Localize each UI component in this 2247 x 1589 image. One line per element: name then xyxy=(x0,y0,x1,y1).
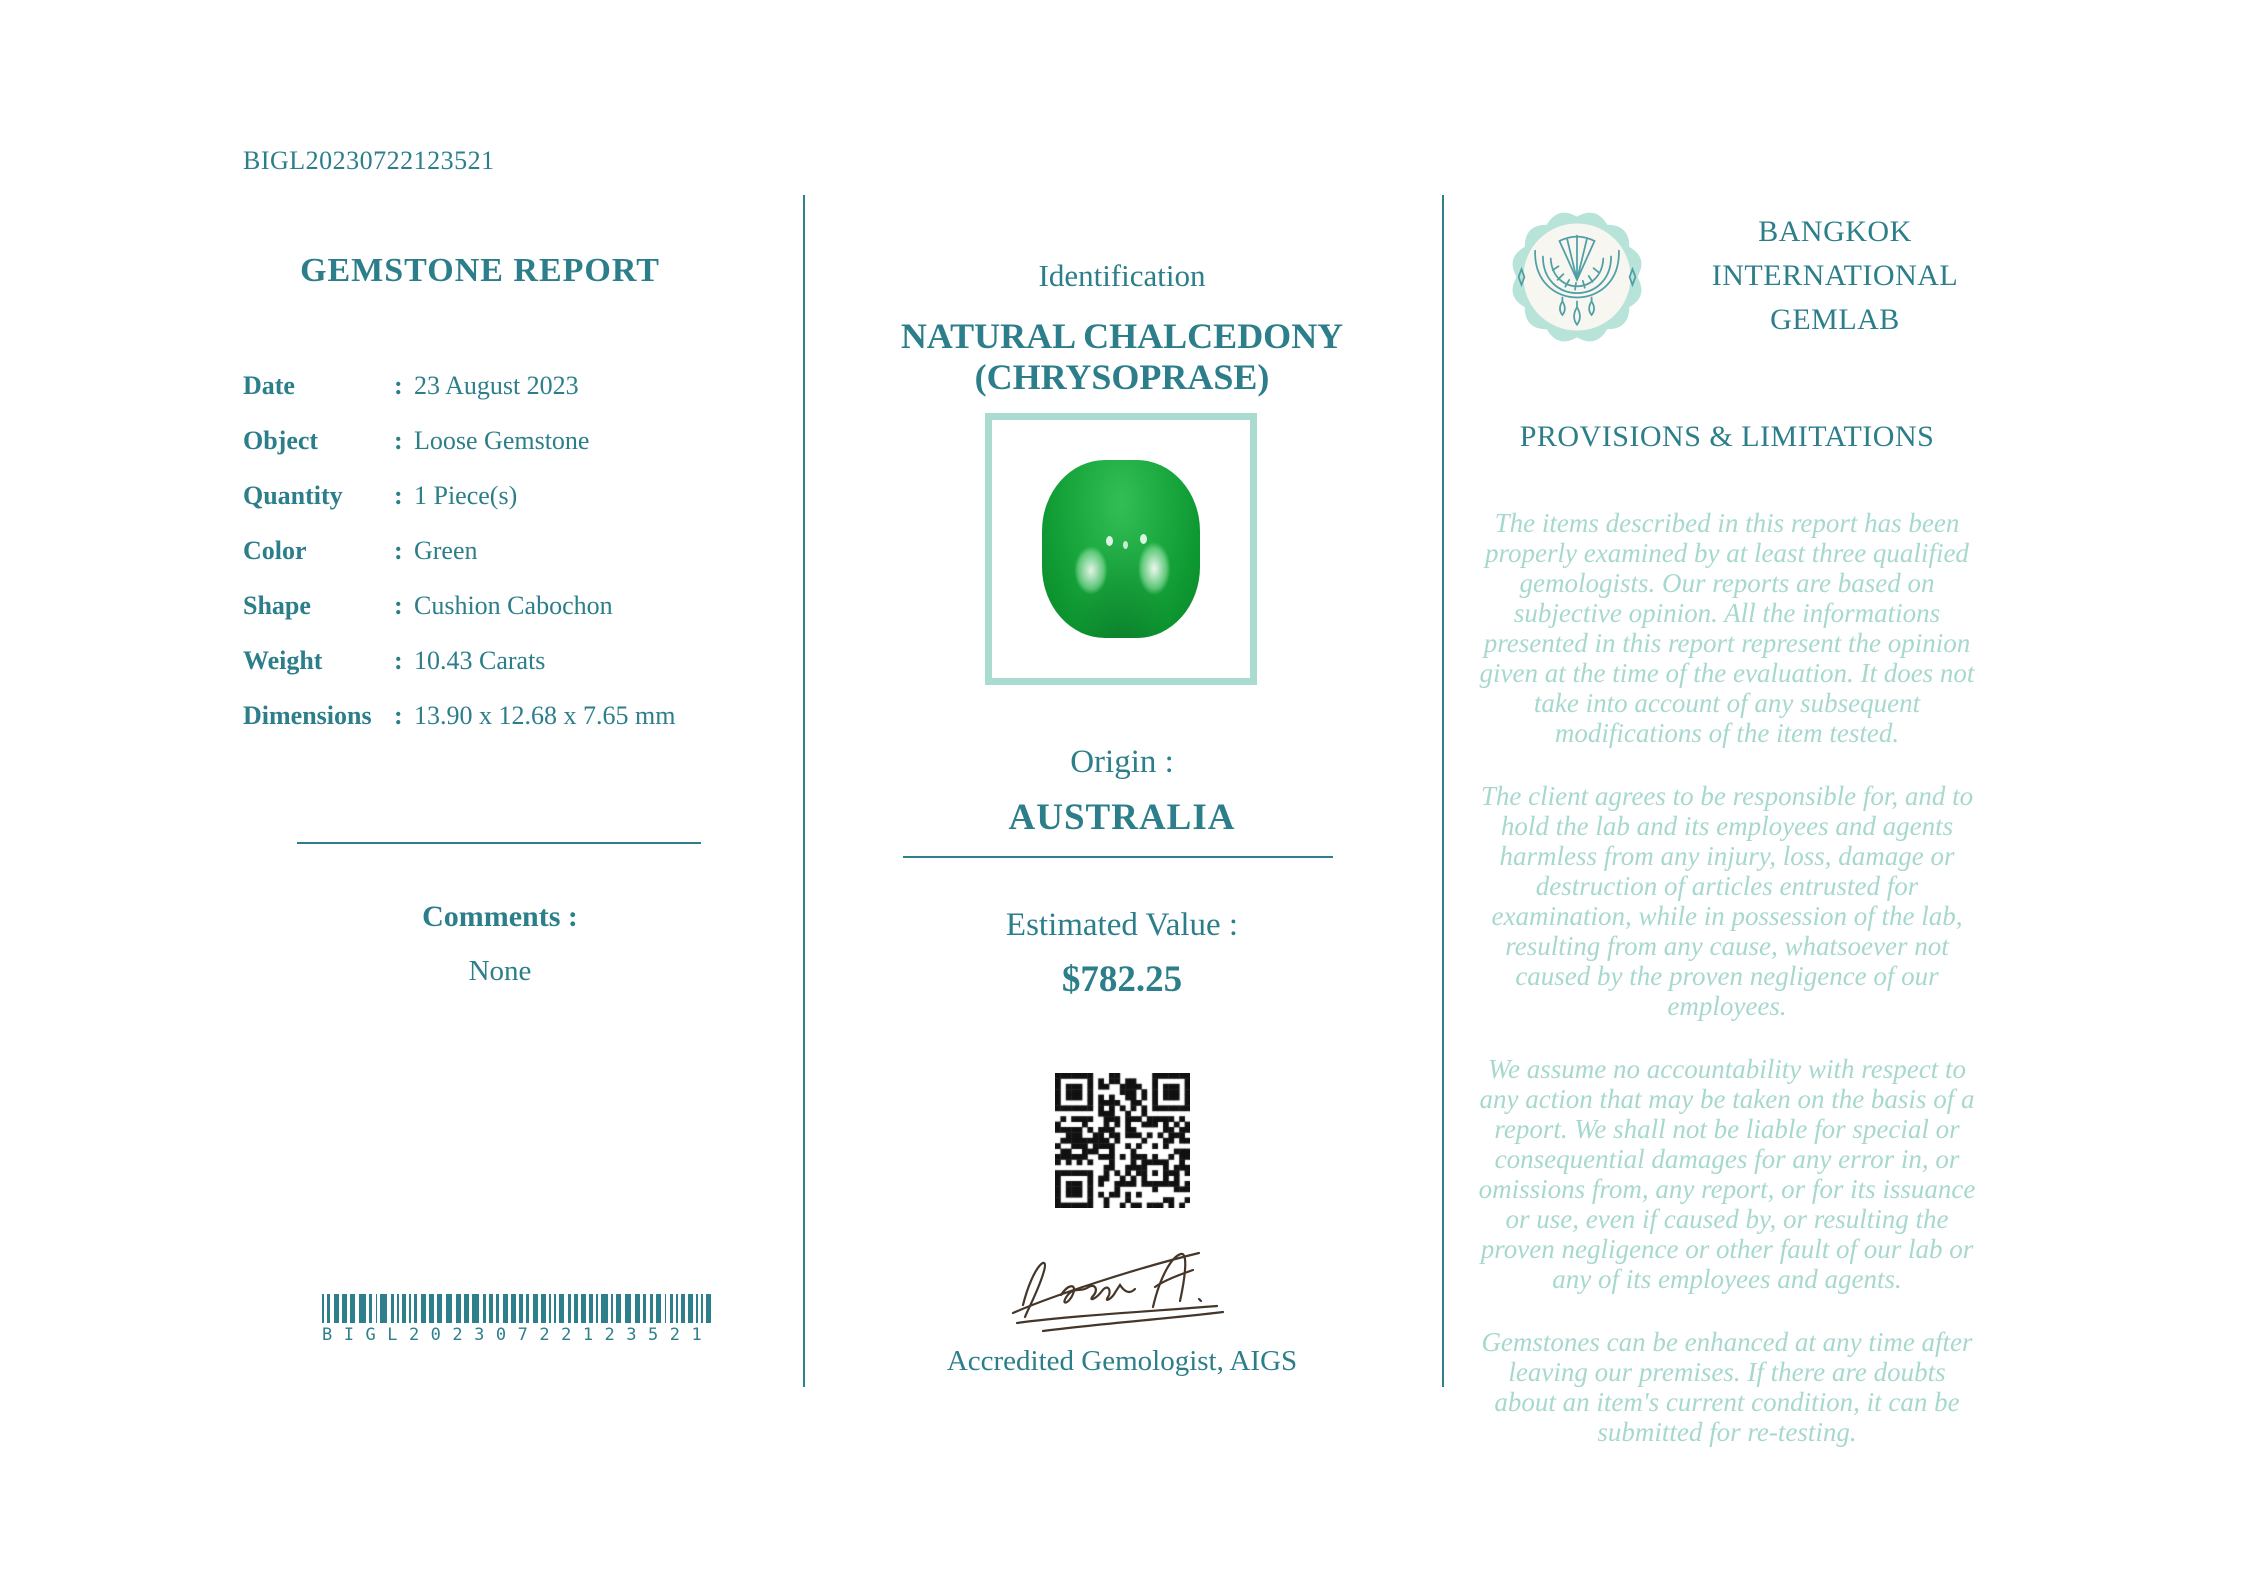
row-value: Loose Gemstone xyxy=(414,426,590,455)
row-value: 23 August 2023 xyxy=(414,371,579,400)
origin-value: AUSTRALIA xyxy=(1008,797,1236,838)
row-value: 13.90 x 12.68 x 7.65 mm xyxy=(414,701,676,730)
row-label: Weight xyxy=(243,646,323,675)
row-value: 1 Piece(s) xyxy=(414,481,518,510)
middle-column-divider-line xyxy=(903,856,1333,858)
provisions-heading: PROVISIONS & LIMITATIONS xyxy=(1519,420,1935,453)
row-value: Green xyxy=(414,536,478,565)
provisions-paragraph-4: Gemstones can be enhanced at any time after leaving our premises. If there are doubts about an item's current condition, it can be submitted for re-testing. xyxy=(1481,1327,1973,1447)
provisions-paragraph-3: We assume no accountability with respect to any action that may be taken on the basis of a report. We shall not be liable for special or consequential damages for any error in, or omissions from, any report, or for its issuance or use, even if caused by, or resulting the proven negligence or other fault of our lab or any of its employees and agents. xyxy=(1478,1054,1976,1294)
row-label: Color xyxy=(243,536,307,565)
gemstone-photo-frame xyxy=(985,413,1257,685)
row-label: Date xyxy=(243,371,295,400)
column-divider-right xyxy=(1442,195,1444,1387)
provisions-paragraphs xyxy=(1478,508,1976,1480)
row-colon: : xyxy=(394,646,403,675)
row-value: 10.43 Carats xyxy=(414,646,546,675)
gemstone-photo xyxy=(1042,460,1200,638)
table-row-dimensions xyxy=(243,702,783,730)
row-colon: : xyxy=(394,371,403,400)
report-number: BIGL20230722123521 xyxy=(243,146,495,175)
row-value: Cushion Cabochon xyxy=(414,591,613,620)
identification-result-line2: (CHRYSOPRASE) xyxy=(974,357,1270,397)
table-row-quantity xyxy=(243,482,783,510)
comments-value: None xyxy=(468,955,532,987)
lab-name-line1: BANGKOK xyxy=(1758,215,1912,248)
barcode-text: BIGL20230722123521 xyxy=(322,1325,714,1345)
lab-logo xyxy=(1503,196,1651,358)
gemologist-line: Accredited Gemologist, AIGS xyxy=(946,1345,1298,1377)
left-column-divider-line xyxy=(297,842,701,844)
detail-table xyxy=(243,372,783,757)
provisions-paragraph-1: The items described in this report has been properly examined by at least three qualified gemologists. Our reports are based on subjective opinion. All the informations presented in this report represent the opinion given at the time of the evaluation. It does not take into account of any subsequent modifications of the item tested. xyxy=(1479,508,1975,748)
lab-name-line2: INTERNATIONAL xyxy=(1711,259,1959,292)
barcode xyxy=(322,1294,712,1345)
identification-result-line1: NATURAL CHALCEDONY xyxy=(900,316,1344,356)
row-label: Object xyxy=(243,426,319,455)
lab-name-line3: GEMLAB xyxy=(1770,303,1900,336)
table-row-weight xyxy=(243,647,783,675)
signature xyxy=(1003,1241,1243,1341)
row-colon: : xyxy=(394,701,403,730)
row-label: Dimensions xyxy=(243,701,372,730)
table-row-shape xyxy=(243,592,783,620)
column-divider-left xyxy=(803,195,805,1387)
row-label: Shape xyxy=(243,591,311,620)
gem-highlight-dots xyxy=(1106,536,1113,546)
row-label: Quantity xyxy=(243,481,343,510)
table-row-object xyxy=(243,427,783,455)
identification-result xyxy=(853,316,1391,398)
estimated-value-label: Estimated Value : xyxy=(1005,907,1239,943)
lab-name xyxy=(1690,210,1980,342)
page-title: GEMSTONE REPORT xyxy=(300,252,660,289)
row-colon: : xyxy=(394,591,403,620)
provisions-paragraph-2: The client agrees to be responsible for, and to hold the lab and its employees and agents harmless from any injury, loss, damage or destruction of articles entrusted for examination, while in possession of the lab, resulting from any cause, whatsoever not caused by the proven negligence of our employees. xyxy=(1480,781,1974,1021)
barcode-bars xyxy=(322,1294,712,1323)
row-colon: : xyxy=(394,481,403,510)
origin-label: Origin : xyxy=(1070,744,1174,780)
table-row-date xyxy=(243,372,783,400)
row-colon: : xyxy=(394,536,403,565)
comments-label: Comments : xyxy=(422,900,578,933)
identification-heading: Identification xyxy=(1038,258,1206,293)
estimated-value-amount: $782.25 xyxy=(1061,959,1183,1000)
table-row-color xyxy=(243,537,783,565)
row-colon: : xyxy=(394,426,403,455)
qr-code xyxy=(1055,1073,1190,1208)
